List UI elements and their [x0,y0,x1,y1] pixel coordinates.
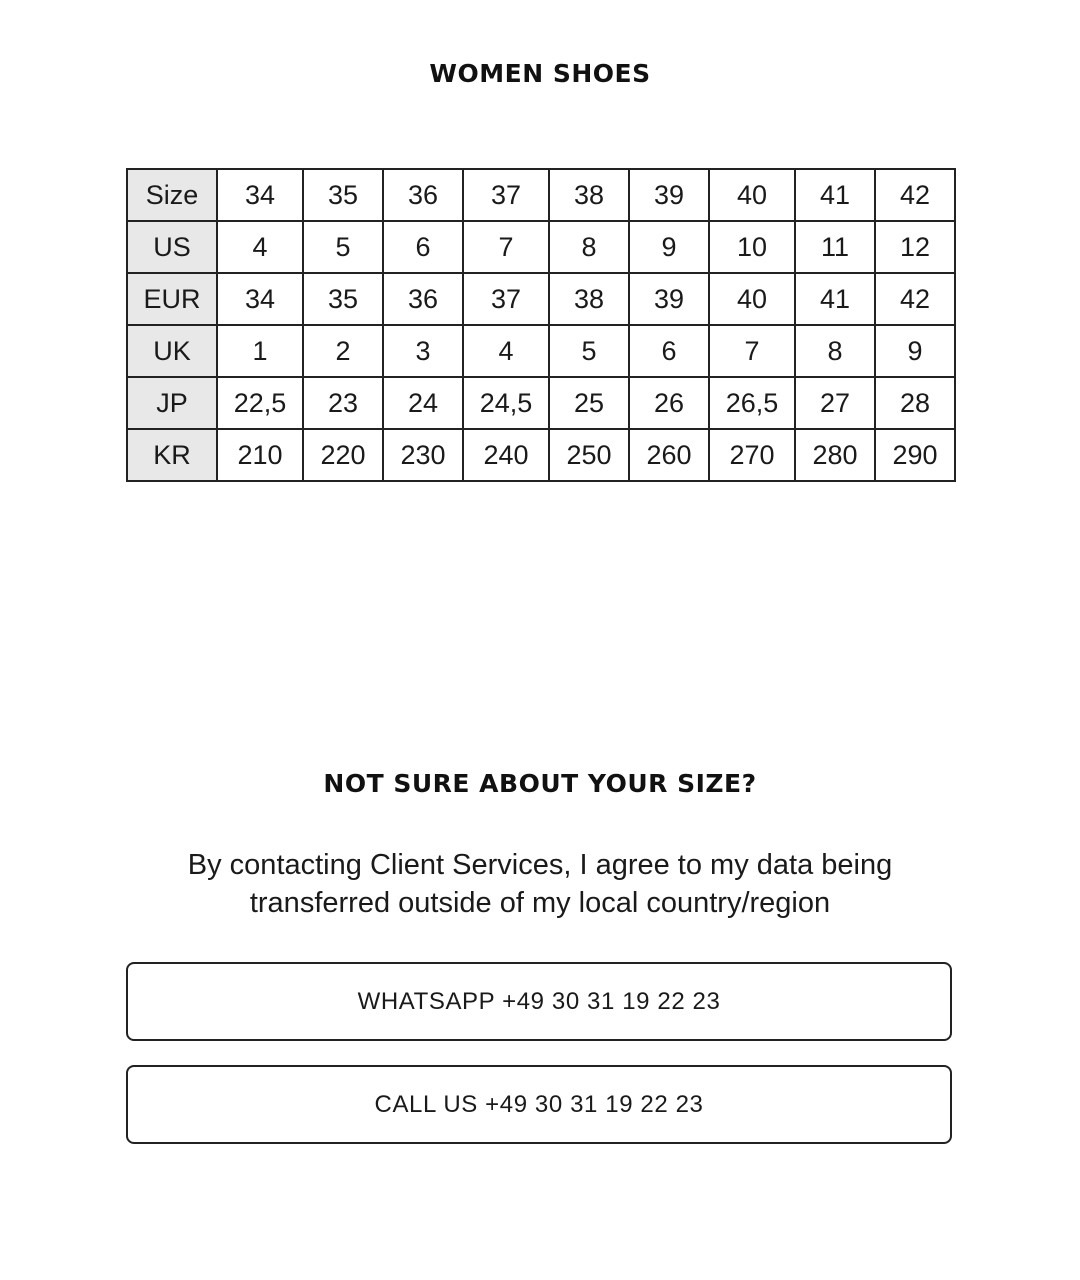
size-cell: 7 [709,325,795,377]
size-cell: 34 [217,273,303,325]
size-cell: 40 [709,169,795,221]
size-cell: 37 [463,273,549,325]
size-cell: 11 [795,221,875,273]
size-cell: 35 [303,273,383,325]
size-cell: 26 [629,377,709,429]
size-cell: 25 [549,377,629,429]
row-label: US [127,221,217,273]
size-cell: 38 [549,169,629,221]
size-cell: 6 [629,325,709,377]
size-cell: 39 [629,169,709,221]
size-cell: 12 [875,221,955,273]
size-chart-table [126,168,956,482]
size-cell: 3 [383,325,463,377]
size-cell: 210 [217,429,303,481]
size-cell: 24,5 [463,377,549,429]
size-help-title: NOT SURE ABOUT YOUR SIZE? [323,769,757,798]
size-cell: 9 [629,221,709,273]
size-cell: 4 [463,325,549,377]
size-cell: 23 [303,377,383,429]
size-cell: 1 [217,325,303,377]
size-cell: 34 [217,169,303,221]
row-label: JP [127,377,217,429]
size-row-uk [127,325,955,377]
size-cell: 6 [383,221,463,273]
size-cell: 4 [217,221,303,273]
size-cell: 42 [875,169,955,221]
row-label: UK [127,325,217,377]
size-cell: 36 [383,273,463,325]
size-cell: 8 [549,221,629,273]
size-cell: 22,5 [217,377,303,429]
size-cell: 270 [709,429,795,481]
size-cell: 280 [795,429,875,481]
size-cell: 27 [795,377,875,429]
size-cell: 38 [549,273,629,325]
size-cell: 26,5 [709,377,795,429]
size-cell: 260 [629,429,709,481]
size-cell: 250 [549,429,629,481]
size-cell: 39 [629,273,709,325]
size-cell: 37 [463,169,549,221]
consent-text: By contacting Client Services, I agree to my data being transferred outside of my local country/region [187,849,893,919]
call-us-button[interactable]: CALL US +49 30 31 19 22 23 [126,1065,952,1144]
whatsapp-button[interactable]: WHATSAPP +49 30 31 19 22 23 [126,962,952,1041]
page-title: WOMEN SHOES [429,59,651,88]
size-cell: 5 [549,325,629,377]
size-cell: 10 [709,221,795,273]
size-cell: 24 [383,377,463,429]
size-cell: 36 [383,169,463,221]
size-cell: 42 [875,273,955,325]
size-cell: 5 [303,221,383,273]
size-row-jp [127,377,955,429]
row-label: KR [127,429,217,481]
size-cell: 41 [795,169,875,221]
size-cell: 230 [383,429,463,481]
size-row-us [127,221,955,273]
row-label: Size [127,169,217,221]
size-cell: 8 [795,325,875,377]
size-cell: 28 [875,377,955,429]
row-label: EUR [127,273,217,325]
size-row-size [127,169,955,221]
size-row-kr [127,429,955,481]
size-cell: 35 [303,169,383,221]
size-cell: 7 [463,221,549,273]
size-cell: 41 [795,273,875,325]
size-row-eur [127,273,955,325]
size-cell: 240 [463,429,549,481]
size-cell: 2 [303,325,383,377]
size-cell: 220 [303,429,383,481]
size-cell: 290 [875,429,955,481]
size-cell: 9 [875,325,955,377]
size-cell: 40 [709,273,795,325]
